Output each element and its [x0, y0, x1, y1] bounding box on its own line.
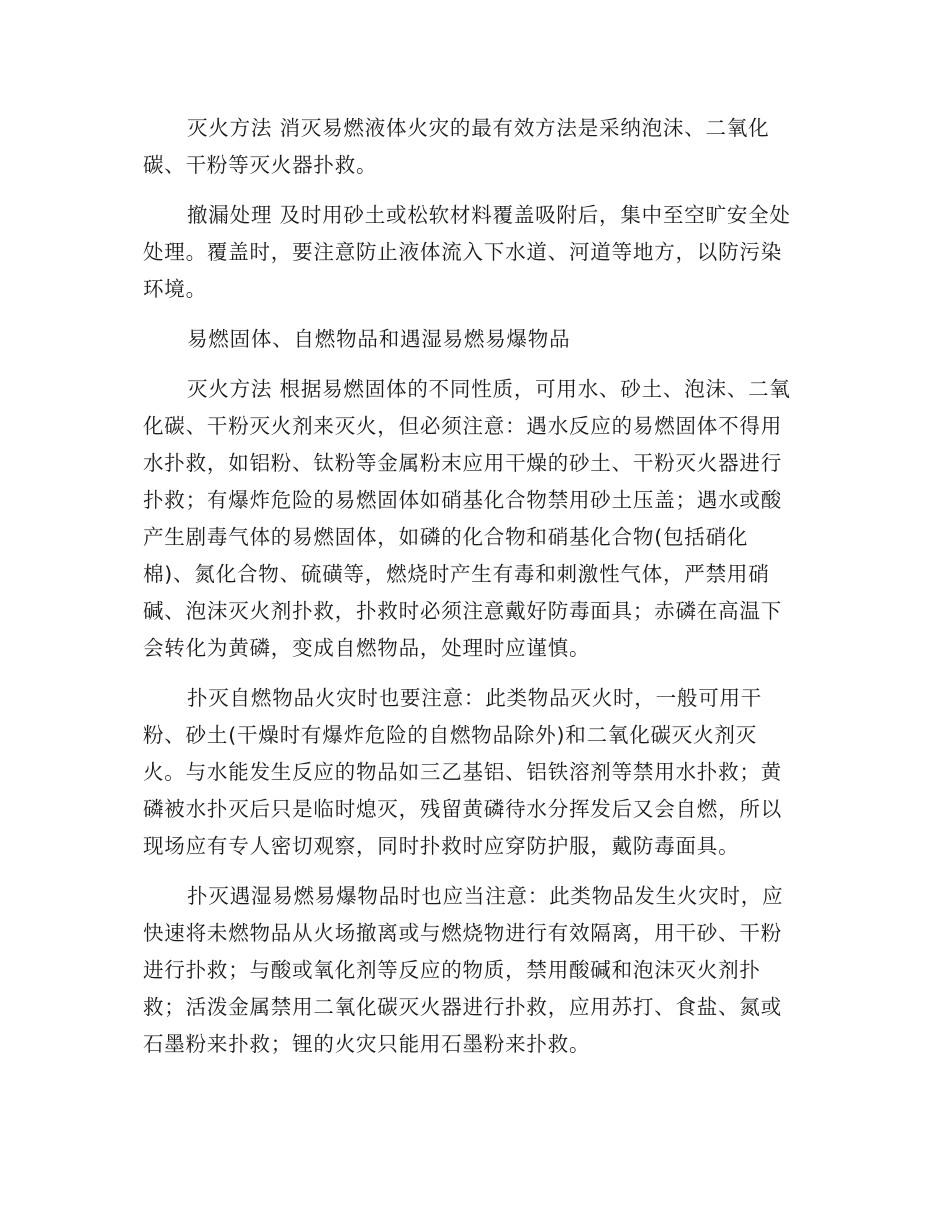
text-line: 扑救；有爆炸危险的易燃固体如硝基化合物禁用砂土压盖；遇水或酸: [143, 488, 782, 512]
text-line: 石墨粉来扑救；锂的火灾只能用石墨粉来扑救。: [143, 1032, 591, 1056]
section-heading-text: 易燃固体、自燃物品和遇湿易燃易爆物品: [187, 327, 571, 351]
text-line: 救；活泼金属禁用二氧化碳灭火器进行扑救，应用苏打、食盐、氮或: [143, 995, 782, 1019]
paragraph-water-reactive: [143, 878, 807, 1063]
text-line: 碳、干粉等灭火器扑救。: [143, 153, 378, 177]
document-page: [143, 110, 807, 1076]
text-line: 灭火方法 消灭易燃液体火灾的最有效方法是采纳泡沫、二氧化: [187, 116, 770, 140]
paragraph-spill-handling: [143, 197, 807, 308]
text-line: 粉、砂土(干燥时有爆炸危险的自燃物品除外)和二氧化碳灭火剂灭: [143, 723, 757, 747]
text-line: 化碳、干粉灭火剂来灭火，但必须注意：遇水反应的易燃固体不得用: [143, 414, 782, 438]
text-line: 处理。覆盖时，要注意防止液体流入下水道、河道等地方，以防污染: [143, 240, 782, 264]
text-line: 产生剧毒气体的易燃固体，如磷的化合物和硝基化合物(包括硝化: [143, 525, 749, 549]
text-line: 环境。: [143, 277, 207, 301]
text-line: 水扑救，如铝粉、钛粉等金属粉末应用干燥的砂土、干粉灭火器进行: [143, 451, 782, 475]
paragraph-fire-method-solid: [143, 371, 807, 667]
text-line: 进行扑救；与酸或氧化剂等反应的物质，禁用酸碱和泡沫灭火剂扑: [143, 958, 761, 982]
section-heading: [143, 321, 807, 358]
paragraph-fire-method-liquid: [143, 110, 807, 184]
text-line: 灭火方法 根据易燃固体的不同性质，可用水、砂土、泡沫、二氧: [187, 377, 791, 401]
text-line: 现场应有专人密切观察，同时扑救时应穿防护服，戴防毒面具。: [143, 834, 740, 858]
text-line: 会转化为黄磷，变成自燃物品，处理时应谨慎。: [143, 636, 591, 660]
text-line: 磷被水扑灭后只是临时熄灭，残留黄磷待水分挥发后又会自燃，所以: [143, 797, 782, 821]
text-line: 扑灭自燃物品火灾时也要注意：此类物品灭火时，一般可用干: [187, 686, 763, 710]
text-line: 快速将未燃物品从火场撤离或与燃烧物进行有效隔离，用干砂、干粉: [143, 921, 782, 945]
text-line: 火。与水能发生反应的物品如三乙基铝、铝铁溶剂等禁用水扑救；黄: [143, 760, 782, 784]
paragraph-spontaneous-combustion: [143, 680, 807, 865]
text-line: 棉)、氮化合物、硫磺等，燃烧时产生有毒和刺激性气体，严禁用硝: [143, 562, 770, 586]
text-line: 碱、泡沫灭火剂扑救，扑救时必须注意戴好防毒面具；赤磷在高温下: [143, 599, 782, 623]
text-line: 撤漏处理 及时用砂土或松软材料覆盖吸附后，集中至空旷安全处: [187, 203, 791, 227]
text-line: 扑灭遇湿易燃易爆物品时也应当注意：此类物品发生火灾时，应: [187, 884, 784, 908]
